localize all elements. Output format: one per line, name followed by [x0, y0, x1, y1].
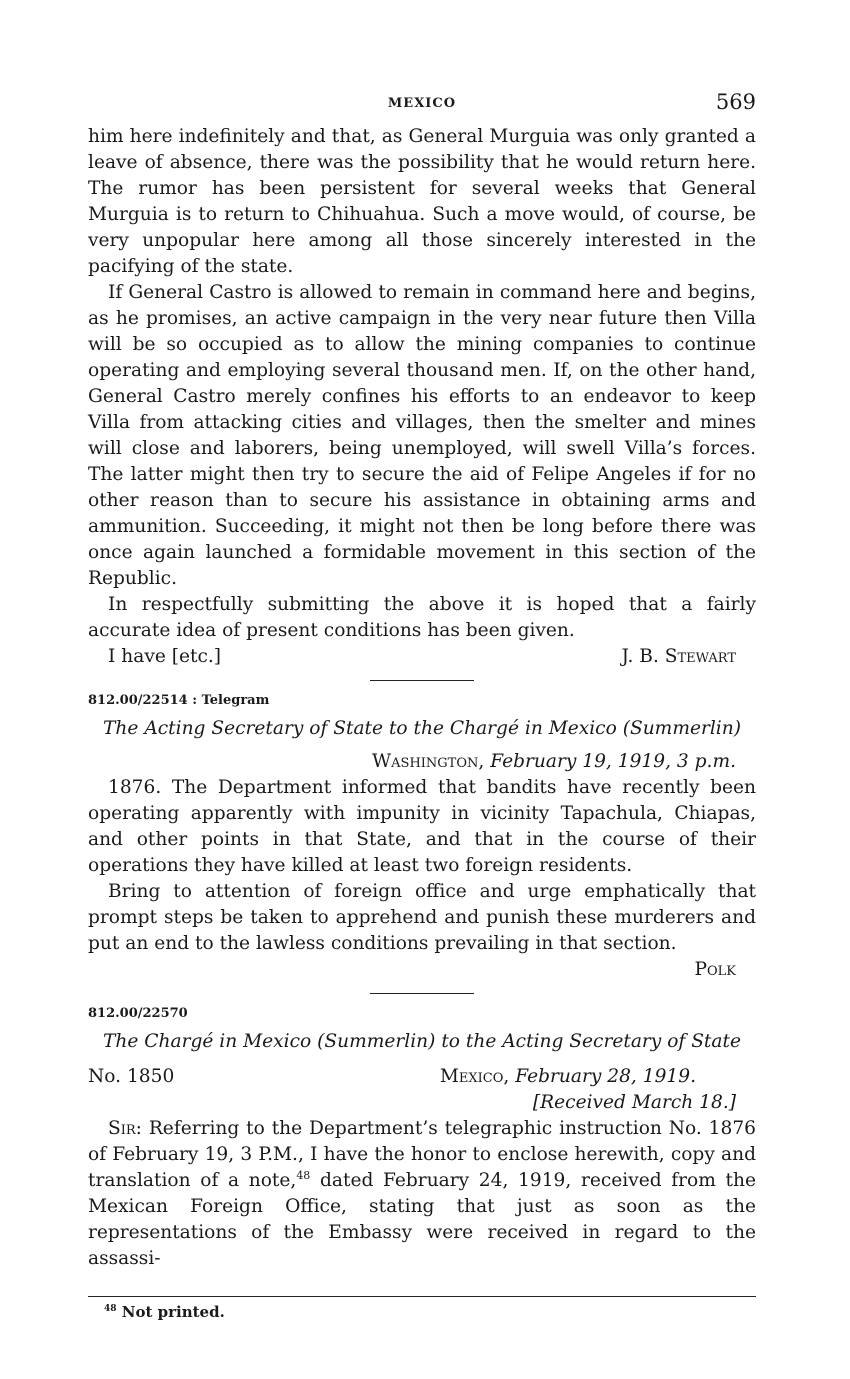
section-divider [370, 993, 474, 994]
title-end: to the Acting Secretary of State [441, 1031, 741, 1052]
dateline-date: February 28, 1919. [515, 1066, 696, 1087]
title-paren: (Summerlin) [622, 718, 741, 739]
dateline-place: Mexico, [439, 1066, 510, 1087]
despatch-text-a: Referring to the Department’s telegraphic instruction No. 1876 of February 19, 3 P.M., I have the honor to enclose herewith, copy and translation of a note, [88, 1118, 756, 1191]
section-divider [370, 680, 474, 681]
salutation: Sir: [108, 1118, 142, 1139]
running-title: MEXICO [387, 96, 457, 111]
despatch-text-b: dated February 24, 1919, received from the Mexican Foreign Office, stating that just as soon as the representations of the Embassy were received in regard to the assassi- [88, 1170, 756, 1269]
despatch-paragraph [88, 1116, 756, 1272]
signature-stewart: J. B. Stewart [621, 646, 736, 667]
title-paren: (Summerlin) [317, 1031, 436, 1052]
document-page [88, 88, 756, 1272]
title-main: The Chargé in Mexico [103, 1031, 312, 1052]
footnote-text: Not printed. [121, 1303, 225, 1321]
dateline-place: Washington, [372, 751, 485, 772]
paragraph-continuation: him here indefinitely and that, as General Murguia was only granted a leave of absence, there was the possibility that he would return here. The rumor has been persistent for several weeks that General Murguia is to return to Chihuahua. Such a move would, of course, be very unpopular here among all those sincerely interested in the pacifying of the state. [88, 126, 756, 277]
footnote-marker: 48 [104, 1304, 117, 1314]
title-main: The Acting Secretary of State to the Chargé in Mexico [103, 718, 617, 739]
paragraph-submitting: In respectfully submitting the above it is hoped that a fairly accurate idea of present conditions has been given. [88, 594, 756, 641]
closing-text: I have [etc.] [108, 646, 222, 667]
footnote [104, 1303, 225, 1321]
paragraph-castro: If General Castro is allowed to remain in command here and begins, as he promises, an active campaign in the very near future then Villa will be so occupied as to allow the mining companies to continue operating and employing several thousand men. If, on the other hand, General Castro merely confines his efforts to an endeavor to keep Villa from attacking cities and villages, then the smelter and mines will close and laborers, being unemployed, will swell Villa’s forces. The latter might then try to secure the aid of Felipe Angeles if for no other reason than to secure his assistance in obtaining arms and ammunition. Succeeding, it might not then be long before there was once again launched a formidable movement in this section of the Republic. [88, 282, 756, 589]
page-header [88, 88, 756, 124]
footnote-reference[interactable]: 48 [296, 1168, 311, 1182]
page-number: 569 [715, 90, 756, 114]
telegram-paragraph: 1876. The Department informed that bandits have recently been operating apparently with impunity in vicinity Tapachula, Chiapas, and other points in that State, and that in the course of their operations they have killed at least two foreign residents. [88, 777, 756, 876]
despatch-number: No. 1850 [88, 1066, 175, 1087]
signature-polk: Polk [694, 959, 736, 980]
document-title [88, 715, 756, 743]
file-number: 812.00/22514 : Telegram [88, 693, 270, 708]
received-note: [Received March 18.] [532, 1092, 736, 1113]
file-number: 812.00/22570 [88, 1006, 188, 1021]
dateline [440, 1064, 756, 1090]
number-dateline [88, 1064, 756, 1090]
dateline-date: February 19, 1919, 3 p.m. [490, 751, 736, 772]
closing-line [88, 644, 756, 670]
document-title [88, 1028, 756, 1056]
telegram-instruction: Bring to attention of foreign office and urge emphatically that prompt steps be taken to apprehend and punish these murderers and put an end to the lawless conditions prevailing in that section. [88, 881, 756, 954]
footnote-divider [88, 1296, 756, 1297]
dateline [88, 749, 756, 775]
